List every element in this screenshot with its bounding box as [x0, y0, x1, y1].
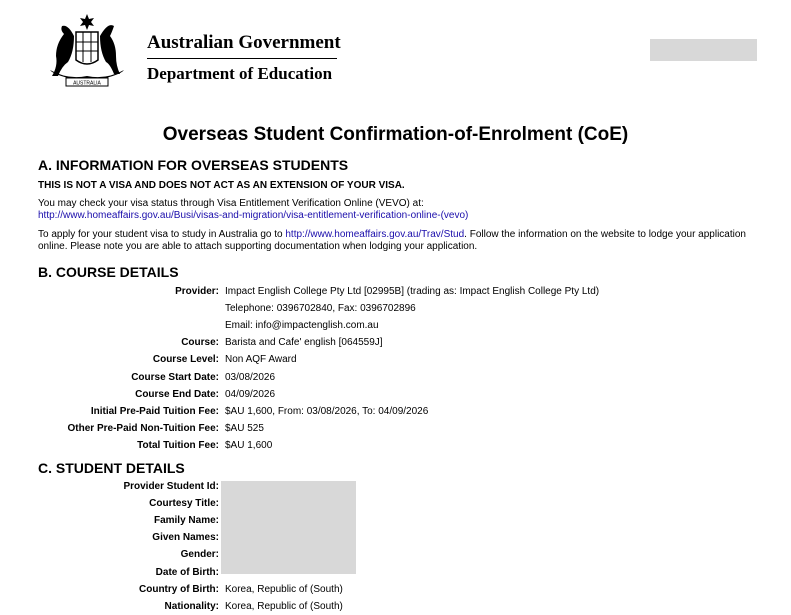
field-label: Initial Pre-Paid Tuition Fee:	[90, 405, 219, 417]
government-name: Australian Government	[147, 32, 341, 53]
apply-paragraph	[38, 229, 758, 253]
detail-row	[0, 547, 791, 563]
document-title: Overseas Student Confirmation-of-Enrolment (CoE)	[162, 124, 629, 145]
detail-row	[0, 479, 791, 495]
section-b-heading: B. COURSE DETAILS	[38, 264, 179, 280]
vevo-text: You may check your visa status through Visa Entitlement Verification Online (VEVO) at:	[38, 198, 424, 209]
field-value: Email: info@impactenglish.com.au	[225, 320, 379, 332]
field-label: Total Tuition Fee:	[137, 439, 219, 451]
field-label: Course End Date:	[135, 388, 219, 400]
field-value: 04/09/2026	[225, 388, 276, 400]
apply-text-pre: To apply for your student visa to study in Australia go to	[38, 229, 286, 240]
field-label: Course:	[181, 337, 219, 349]
detail-row	[0, 582, 791, 598]
department-name: Department of Education	[147, 64, 333, 83]
crest-motto-text: AUSTRALIA	[73, 80, 101, 87]
field-value: Non AQF Award	[225, 354, 297, 366]
field-value: $AU 1,600	[225, 439, 273, 451]
detail-row	[0, 370, 791, 386]
detail-row	[0, 301, 791, 317]
header-divider	[147, 58, 337, 59]
detail-row	[0, 438, 791, 454]
detail-row	[0, 284, 791, 300]
visa-warning: THIS IS NOT A VISA AND DOES NOT ACT AS AN EXTENSION OF YOUR VISA.	[38, 180, 405, 191]
field-label: Courtesy Title:	[149, 498, 219, 510]
field-value: Barista and Cafe' english [064559J]	[225, 337, 383, 349]
field-value: 03/08/2026	[225, 371, 276, 383]
detail-row	[0, 513, 791, 529]
detail-row	[0, 387, 791, 403]
detail-row	[0, 530, 791, 546]
detail-row	[0, 318, 791, 334]
field-label: Country of Birth:	[139, 583, 219, 595]
detail-row	[0, 421, 791, 437]
field-label: Course Start Date:	[131, 371, 219, 383]
field-value: Telephone: 0396702840, Fax: 0396702896	[225, 303, 416, 315]
field-value: $AU 1,600, From: 03/08/2026, To: 04/09/2026	[225, 405, 429, 417]
detail-row	[0, 404, 791, 420]
field-label: Provider:	[175, 286, 219, 297]
field-label: Course Level:	[152, 354, 219, 366]
detail-row	[0, 565, 791, 581]
section-c-heading: C. STUDENT DETAILS	[38, 460, 185, 476]
field-value: $AU 525	[225, 422, 264, 434]
apply-text-post: . Follow the information on the website to lodge your application online. Please note you are able to attach supporting documentation when lodging your application.	[38, 229, 746, 252]
detail-row	[0, 335, 791, 351]
field-value: Korea, Republic of (South)	[225, 600, 343, 612]
apply-link[interactable]: http://www.homeaffairs.gov.au/Trav/Stud	[285, 229, 465, 240]
field-label: Other Pre-Paid Non-Tuition Fee:	[67, 422, 219, 434]
detail-row	[0, 352, 791, 368]
field-value: Korea, Republic of (South)	[225, 583, 343, 595]
field-label: Gender:	[180, 549, 219, 561]
field-label: Given Names:	[152, 532, 219, 544]
detail-row	[0, 496, 791, 512]
section-a-heading: A. INFORMATION FOR OVERSEAS STUDENTS	[38, 157, 349, 173]
field-label: Nationality:	[164, 600, 219, 612]
field-value: Impact English College Pty Ltd [02995B] (trading as: Impact English College Pty Ltd)	[225, 286, 600, 297]
field-label: Family Name:	[153, 515, 219, 527]
field-label: Provider Student Id:	[123, 481, 219, 492]
redacted-box	[650, 39, 757, 61]
detail-row	[0, 599, 791, 615]
vevo-link[interactable]: http://www.homeaffairs.gov.au/Busi/visas-and-migration/visa-entitlement-verification-online-(vevo)	[38, 210, 469, 221]
field-label: Date of Birth:	[155, 566, 219, 578]
coat-of-arms-logo	[36, 12, 138, 90]
